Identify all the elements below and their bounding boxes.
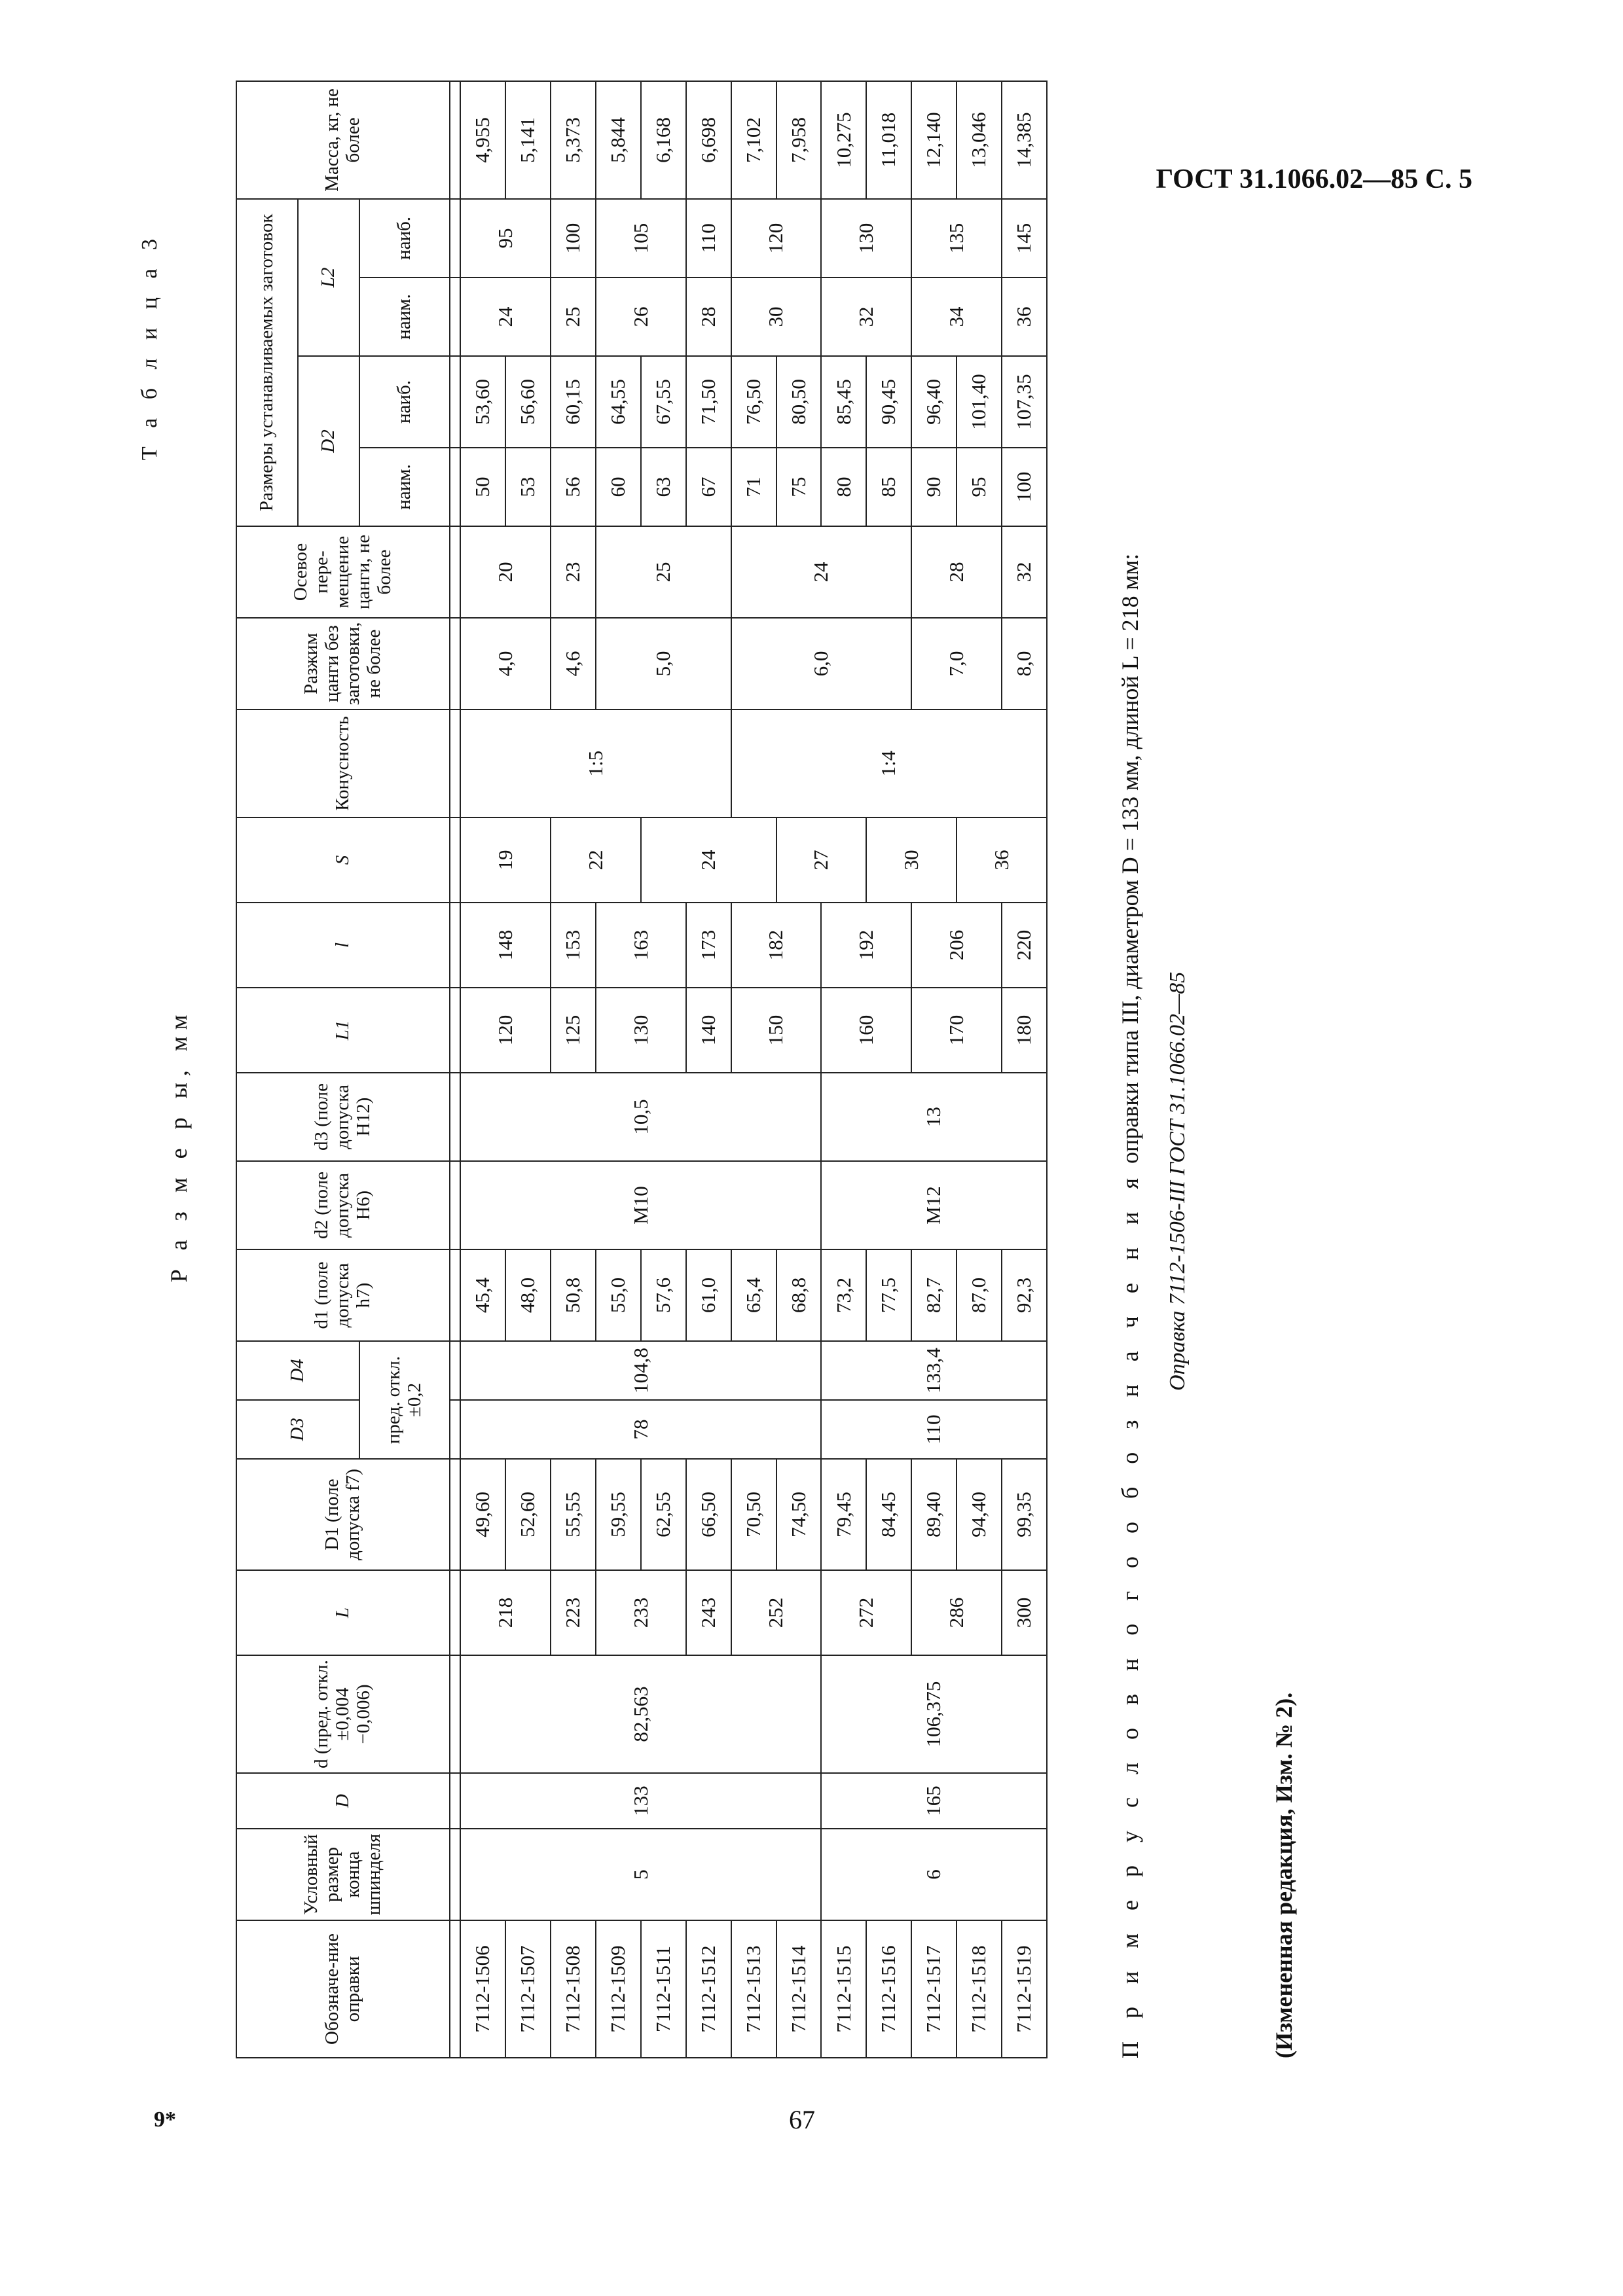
table-cell: 272 [821, 1570, 911, 1655]
table-cell: 104,8 [460, 1341, 821, 1400]
table-cell: 99,35 [1002, 1459, 1047, 1570]
table-caption: Р а з м е р ы, мм [166, 1008, 192, 1283]
table-cell: 36 [1002, 278, 1047, 356]
table-cell: 34 [911, 278, 1002, 356]
table-cell: 32 [1002, 526, 1047, 618]
table-cell: 5,0 [596, 618, 731, 709]
col-l: l [236, 903, 450, 988]
table-cell: 5 [460, 1829, 821, 1920]
col-d: d (пред. откл. ±0,004 −0,006) [236, 1655, 450, 1773]
table-cell: 110 [821, 1400, 1047, 1459]
table-cell: 19 [460, 817, 551, 903]
table-cell: 50,8 [551, 1249, 596, 1341]
table-cell: 28 [911, 526, 1002, 618]
table-cell: 107,35 [1002, 356, 1047, 448]
table-cell: 92,3 [1002, 1249, 1047, 1341]
table-cell: 100 [551, 199, 596, 278]
table-cell: 153 [551, 903, 596, 988]
table-cell: 192 [821, 903, 911, 988]
table-cell: 14,385 [1002, 81, 1047, 199]
table-cell: 71 [731, 448, 776, 526]
table-cell: 11,018 [866, 81, 911, 199]
table-cell: 7,0 [911, 618, 1002, 709]
table-cell: 105 [596, 199, 686, 278]
table-cell: 30 [866, 817, 957, 903]
table-cell: 60 [596, 448, 641, 526]
table-cell: 101,40 [957, 356, 1002, 448]
table-cell: 13 [821, 1073, 1047, 1161]
table-cell: 100 [1002, 448, 1047, 526]
table-cell: 45,4 [460, 1249, 505, 1341]
page-header: ГОСТ 31.1066.02—85 С. 5 [1156, 164, 1472, 194]
col-axial: Осевое пере-мещение цанги, не более [236, 526, 450, 618]
sheet-signature: 9* [154, 2108, 176, 2132]
table-cell: 75 [776, 448, 822, 526]
table-cell: 27 [776, 817, 867, 903]
table-cell: 5,141 [505, 81, 551, 199]
col-D2-max: наиб. [359, 356, 450, 448]
table-cell: 163 [596, 903, 686, 988]
table-cell: 4,0 [460, 618, 551, 709]
table-cell: 7112-1514 [776, 1920, 822, 2058]
col-S: S [236, 817, 450, 903]
example-text: оправки типа III, диаметром D = 133 мм, длиной L = 218 мм: [1117, 553, 1143, 1164]
table-cell: 56 [551, 448, 596, 526]
table-cell: 120 [460, 988, 551, 1073]
table-cell: 23 [551, 526, 596, 618]
table-cell: 64,55 [596, 356, 641, 448]
table-cell: 133,4 [821, 1341, 1047, 1400]
table-cell: 73,2 [821, 1249, 866, 1341]
table-cell: 61,0 [686, 1249, 731, 1341]
table-cell: 7,102 [731, 81, 776, 199]
table-cell: 6,0 [731, 618, 912, 709]
table-cell: 6,168 [641, 81, 686, 199]
table-cell: 20 [460, 526, 551, 618]
table-cell: 80,50 [776, 356, 822, 448]
table-cell: 22 [551, 817, 641, 903]
table-cell: 7112-1509 [596, 1920, 641, 2058]
table-cell: 5,373 [551, 81, 596, 199]
table-cell: 32 [821, 278, 911, 356]
table-cell: 68,8 [776, 1249, 822, 1341]
table-cell: 13,046 [957, 81, 1002, 199]
table-cell: 57,6 [641, 1249, 686, 1341]
col-d1: d1 (поле допуска h7) [236, 1249, 450, 1341]
table-cell: 24 [641, 817, 776, 903]
header-row-1 [236, 81, 298, 2058]
table-cell: 300 [1002, 1570, 1047, 1655]
table-cell: 25 [551, 278, 596, 356]
table-cell: 7112-1506 [460, 1920, 505, 2058]
table-cell: 7,958 [776, 81, 822, 199]
table-cell: 140 [686, 988, 731, 1073]
col-D2: D2 [298, 356, 359, 526]
table-cell: 233 [596, 1570, 686, 1655]
table-cell: 8,0 [1002, 618, 1047, 709]
col-L2-min: наим. [359, 278, 450, 356]
page-number: 67 [789, 2105, 815, 2134]
table-cell: 70,50 [731, 1459, 776, 1570]
table-cell: 106,375 [821, 1655, 1047, 1773]
table-cell: 67,55 [641, 356, 686, 448]
table-cell: 160 [821, 988, 911, 1073]
table-cell: 52,60 [505, 1459, 551, 1570]
table-cell: 125 [551, 988, 596, 1073]
table-cell: 50 [460, 448, 505, 526]
table-row [821, 81, 866, 2058]
col-D1: D1 (поле допуска f7) [236, 1459, 450, 1570]
table-label: Т а б л и ц а 3 [137, 232, 162, 461]
table-cell: 7112-1517 [911, 1920, 957, 2058]
col-L2: L2 [298, 199, 359, 356]
table-cell: 87,0 [957, 1249, 1002, 1341]
col-L2-max: наиб. [359, 199, 450, 278]
table-cell: 7112-1516 [866, 1920, 911, 2058]
table-cell: 206 [911, 903, 1002, 988]
table-cell: 10,275 [821, 81, 866, 199]
table-cell: 7112-1507 [505, 1920, 551, 2058]
table-cell: 95 [460, 199, 551, 278]
table-cell: 135 [911, 199, 1002, 278]
table-cell: 110 [686, 199, 731, 278]
col-D2-min: наим. [359, 448, 450, 526]
table-row [460, 81, 505, 2058]
dimensions-table [236, 81, 1048, 2058]
revision-note: (Измененная редакция, Изм. № 2). [1271, 1692, 1297, 2058]
table-cell: 1:5 [460, 709, 731, 817]
table-cell: 48,0 [505, 1249, 551, 1341]
col-spindle: Условный размер конца шпинделя [236, 1829, 450, 1920]
table-cell: 67 [686, 448, 731, 526]
col-D3: D3 [236, 1400, 359, 1459]
table-cell: 25 [596, 526, 731, 618]
table-cell: 1:4 [731, 709, 1047, 817]
table-cell: 130 [821, 199, 911, 278]
table-cell: 223 [551, 1570, 596, 1655]
table-cell: 130 [596, 988, 686, 1073]
table-cell: 49,60 [460, 1459, 505, 1570]
col-collet: Разжим цанги без заготовки, не более [236, 618, 450, 709]
table-cell: 5,844 [596, 81, 641, 199]
table-cell: 24 [460, 278, 551, 356]
col-taper: Конусность [236, 709, 450, 817]
table-cell: 62,55 [641, 1459, 686, 1570]
example-designation: Оправка 7112-1506-III ГОСТ 31.1066.02—85 [1165, 971, 1190, 1391]
table-cell: 252 [731, 1570, 822, 1655]
table-cell: 10,5 [460, 1073, 821, 1161]
table-cell: 24 [731, 526, 912, 618]
table-cell: 36 [957, 817, 1047, 903]
table-cell: 28 [686, 278, 731, 356]
col-D34-tolerance: пред. откл. ±0,2 [359, 1341, 450, 1459]
table-cell: 180 [1002, 988, 1047, 1073]
table-cell: 89,40 [911, 1459, 957, 1570]
table-cell: 84,45 [866, 1459, 911, 1570]
table-cell: 7112-1519 [1002, 1920, 1047, 2058]
table-cell: 71,50 [686, 356, 731, 448]
example-lead: П р и м е р у с л о в н о г о о б о з н а ч е н и я [1117, 1170, 1143, 2058]
col-designation: Обозначе-ние оправки [236, 1920, 450, 2058]
table-cell: 78 [460, 1400, 821, 1459]
table-cell: 53 [505, 448, 551, 526]
table-cell: 4,955 [460, 81, 505, 199]
col-L1: L1 [236, 988, 450, 1073]
table-cell: 218 [460, 1570, 551, 1655]
table-cell: 96,40 [911, 356, 957, 448]
table-cell: 55,55 [551, 1459, 596, 1570]
table-cell: 6 [821, 1829, 1047, 1920]
table-cell: 220 [1002, 903, 1047, 988]
col-d3: d3 (поле допуска H12) [236, 1073, 450, 1161]
col-L: L [236, 1570, 450, 1655]
col-blank-sizes: Размеры устанавливаемых заготовок [236, 199, 298, 526]
table-cell: 80 [821, 448, 866, 526]
table-cell: 85,45 [821, 356, 866, 448]
table-cell: 243 [686, 1570, 731, 1655]
table-cell: 74,50 [776, 1459, 822, 1570]
table-cell: 60,15 [551, 356, 596, 448]
table-cell: 85 [866, 448, 911, 526]
table-cell: 182 [731, 903, 822, 988]
table-cell: 150 [731, 988, 822, 1073]
table-cell: 120 [731, 199, 822, 278]
table-cell: 12,140 [911, 81, 957, 199]
table-cell: 165 [821, 1773, 1047, 1829]
table-cell: 94,40 [957, 1459, 1002, 1570]
table-cell: 79,45 [821, 1459, 866, 1570]
table-cell: 90,45 [866, 356, 911, 448]
table-cell: M10 [460, 1161, 821, 1249]
table-cell: 30 [731, 278, 822, 356]
col-mass: Масса, кг, не более [236, 81, 450, 199]
table-cell: 6,698 [686, 81, 731, 199]
table-cell: M12 [821, 1161, 1047, 1249]
table-cell: 82,563 [460, 1655, 821, 1773]
separator-row [450, 81, 461, 2058]
table-cell: 7112-1511 [641, 1920, 686, 2058]
table-cell: 173 [686, 903, 731, 988]
table-cell: 133 [460, 1773, 821, 1829]
col-d2: d2 (поле допуска H6) [236, 1161, 450, 1249]
table-cell: 55,0 [596, 1249, 641, 1341]
table-cell: 4,6 [551, 618, 596, 709]
col-D4: D4 [236, 1341, 359, 1400]
table-cell: 77,5 [866, 1249, 911, 1341]
table-cell: 65,4 [731, 1249, 776, 1341]
table-cell: 7112-1515 [821, 1920, 866, 2058]
example-line [1116, 554, 1144, 2058]
table-cell: 59,55 [596, 1459, 641, 1570]
table-cell: 56,60 [505, 356, 551, 448]
table-cell: 7112-1513 [731, 1920, 776, 2058]
table-cell: 170 [911, 988, 1002, 1073]
col-D: D [236, 1773, 450, 1829]
table-cell: 66,50 [686, 1459, 731, 1570]
table-cell: 53,60 [460, 356, 505, 448]
table-cell: 7112-1508 [551, 1920, 596, 2058]
table-cell: 286 [911, 1570, 1002, 1655]
table-cell: 7112-1512 [686, 1920, 731, 2058]
table-cell: 76,50 [731, 356, 776, 448]
table-cell: 63 [641, 448, 686, 526]
table-cell: 148 [460, 903, 551, 988]
table-cell: 95 [957, 448, 1002, 526]
table-cell: 145 [1002, 199, 1047, 278]
table-cell: 26 [596, 278, 686, 356]
table-cell: 82,7 [911, 1249, 957, 1341]
table-cell: 7112-1518 [957, 1920, 1002, 2058]
table-cell: 90 [911, 448, 957, 526]
